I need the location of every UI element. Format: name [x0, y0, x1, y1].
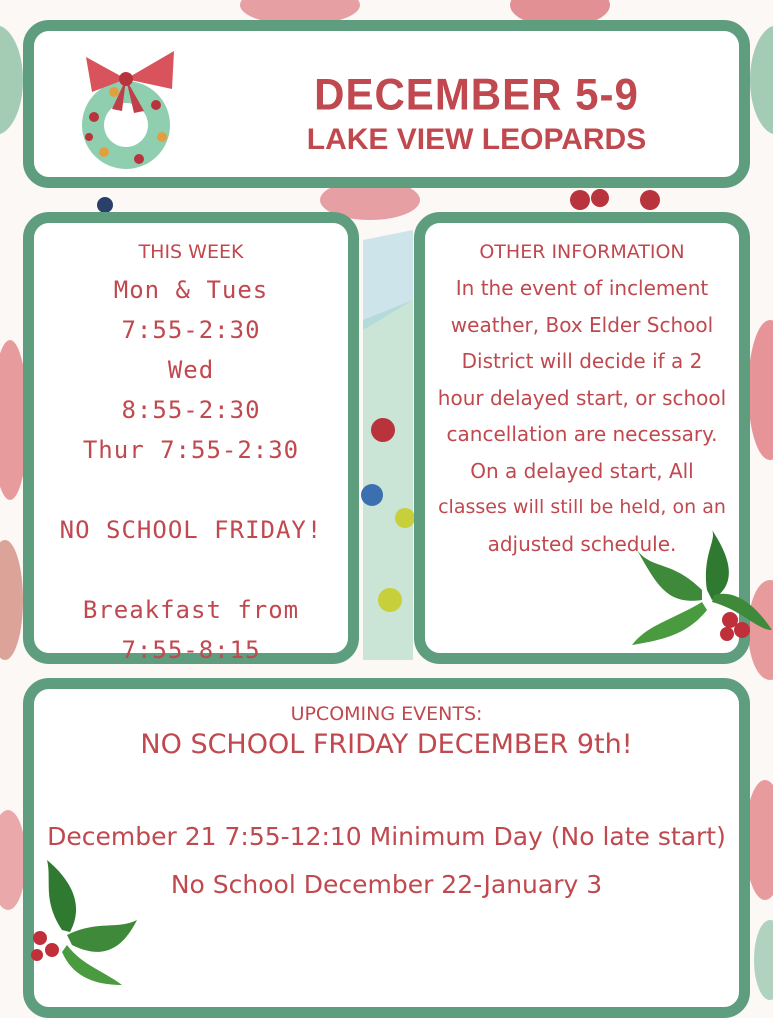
- upcoming-events-heading: UPCOMING EVENTS:: [290, 703, 483, 725]
- info-line: hour delayed start, or school: [437, 385, 727, 410]
- week-line-breakfast-hours: 7:55-8:15: [121, 636, 261, 664]
- event-minimum-day: December 21 7:55-12:10 Minimum Day (No late start): [47, 822, 726, 851]
- week-line-wed-hours: 8:55-2:30: [121, 396, 261, 424]
- holly-icon: [22, 860, 147, 985]
- other-information-body: [427, 270, 737, 562]
- week-line-wed: Wed: [167, 356, 215, 384]
- info-line: On a delayed start, All: [470, 458, 694, 483]
- week-line-thur: Thur 7:55-2:30: [82, 436, 300, 464]
- page-title: DECEMBER 5-9: [314, 69, 639, 120]
- week-line-breakfast: Breakfast from: [82, 596, 300, 624]
- this-week-heading: THIS WEEK: [138, 241, 244, 263]
- info-line: classes will still be held, on an: [438, 496, 726, 518]
- other-information-heading: OTHER INFORMATION: [479, 241, 685, 263]
- event-no-school-friday: NO SCHOOL FRIDAY DECEMBER 9th!: [140, 729, 633, 760]
- event-winter-break: No School December 22-January 3: [170, 870, 603, 899]
- week-line-mon-tues: Mon & Tues: [113, 276, 269, 304]
- info-line: District will decide if a 2: [461, 349, 703, 373]
- info-line: adjusted schedule.: [487, 531, 677, 556]
- info-line: weather, Box Elder School: [450, 312, 714, 337]
- holly-icon: [632, 530, 772, 660]
- header-panel: [23, 20, 750, 188]
- info-line: cancellation are necessary.: [446, 422, 718, 446]
- info-line: In the event of inclement: [455, 276, 709, 300]
- week-line-no-school-friday: NO SCHOOL FRIDAY!: [59, 516, 323, 544]
- this-week-panel: [23, 212, 359, 664]
- wreath-icon: [64, 37, 194, 182]
- week-line-mon-tues-hours: 7:55-2:30: [121, 316, 261, 344]
- page-subtitle: LAKE VIEW LEOPARDS: [306, 123, 647, 156]
